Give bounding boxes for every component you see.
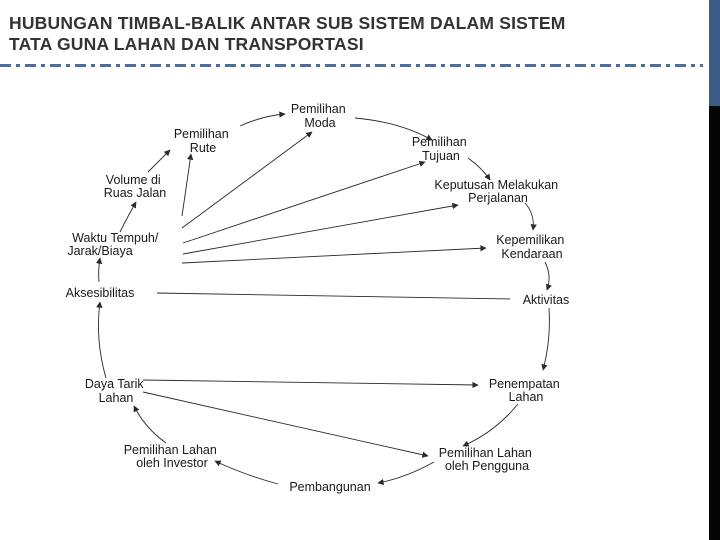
ray-aksesibilitas-to-kepemilikan bbox=[182, 248, 486, 263]
node-aksesibilitas: Aksesibilitas bbox=[65, 286, 135, 300]
slide-title-line-2: TATA GUNA LAHAN DAN TRANSPORTASI bbox=[9, 34, 364, 54]
node-pemilihan-tujuan: Pemilihan Tujuan bbox=[411, 135, 467, 163]
node-volume-ruas-jalan: Volume di Ruas Jalan bbox=[103, 173, 167, 200]
accent-bar bbox=[709, 0, 720, 106]
slide-title-line-1: HUBUNGAN TIMBAL-BALIK ANTAR SUB SISTEM DALAM SISTEM bbox=[9, 13, 566, 33]
node-keputusan-perjalanan: Keputusan Melakukan Perjalanan bbox=[434, 178, 559, 205]
node-pemilihan-moda: Pemilihan Moda bbox=[290, 102, 346, 130]
node-pemilihan-rute: Pemilihan Rute bbox=[173, 127, 229, 155]
node-waktu-tempuh: Waktu Tempuh/ Jarak/Biaya bbox=[67, 231, 159, 258]
ray-waktu-to-rute bbox=[182, 154, 191, 216]
ray-daya-tarik-to-penempatan bbox=[143, 380, 478, 385]
arc-pengguna-to-pembangunan bbox=[378, 462, 434, 483]
arc-investor-to-daya-tarik bbox=[134, 406, 166, 443]
node-pemilihan-lahan-pengguna: Pemilihan Lahan oleh Pengguna bbox=[438, 446, 532, 473]
node-pemilihan-lahan-investor: Pemilihan Lahan oleh Investor bbox=[123, 443, 217, 470]
arc-rute-to-moda bbox=[240, 114, 285, 126]
dark-side-bar bbox=[709, 106, 720, 540]
ray-aksesibilitas-to-tujuan bbox=[183, 162, 425, 243]
node-penempatan-lahan: Penempatan Lahan bbox=[488, 377, 560, 404]
node-aktivitas: Aktivitas bbox=[522, 293, 570, 307]
node-daya-tarik-lahan: Daya Tarik Lahan bbox=[84, 377, 144, 405]
node-kepemilikan-kendaraan: Kepemilikan Kendaraan bbox=[496, 233, 565, 261]
ray-aksesibilitas-to-aktivitas bbox=[157, 293, 510, 299]
arc-tujuan-to-keputusan bbox=[468, 158, 490, 180]
arc-waktu-to-volume bbox=[120, 202, 136, 232]
arc-pembangunan-to-investor bbox=[215, 461, 278, 484]
arc-kepemilikan-to-aktivitas bbox=[545, 262, 549, 290]
arc-keputusan-to-kepemilikan bbox=[525, 203, 533, 230]
arc-aksesibilitas-to-waktu bbox=[99, 258, 100, 282]
arc-aktivitas-to-penempatan bbox=[543, 308, 549, 370]
arc-daya-tarik-to-aksesibilitas bbox=[98, 302, 106, 378]
arc-volume-to-rute bbox=[148, 150, 170, 172]
arc-penempatan-to-pengguna bbox=[463, 404, 518, 446]
node-pembangunan: Pembangunan bbox=[289, 480, 371, 494]
